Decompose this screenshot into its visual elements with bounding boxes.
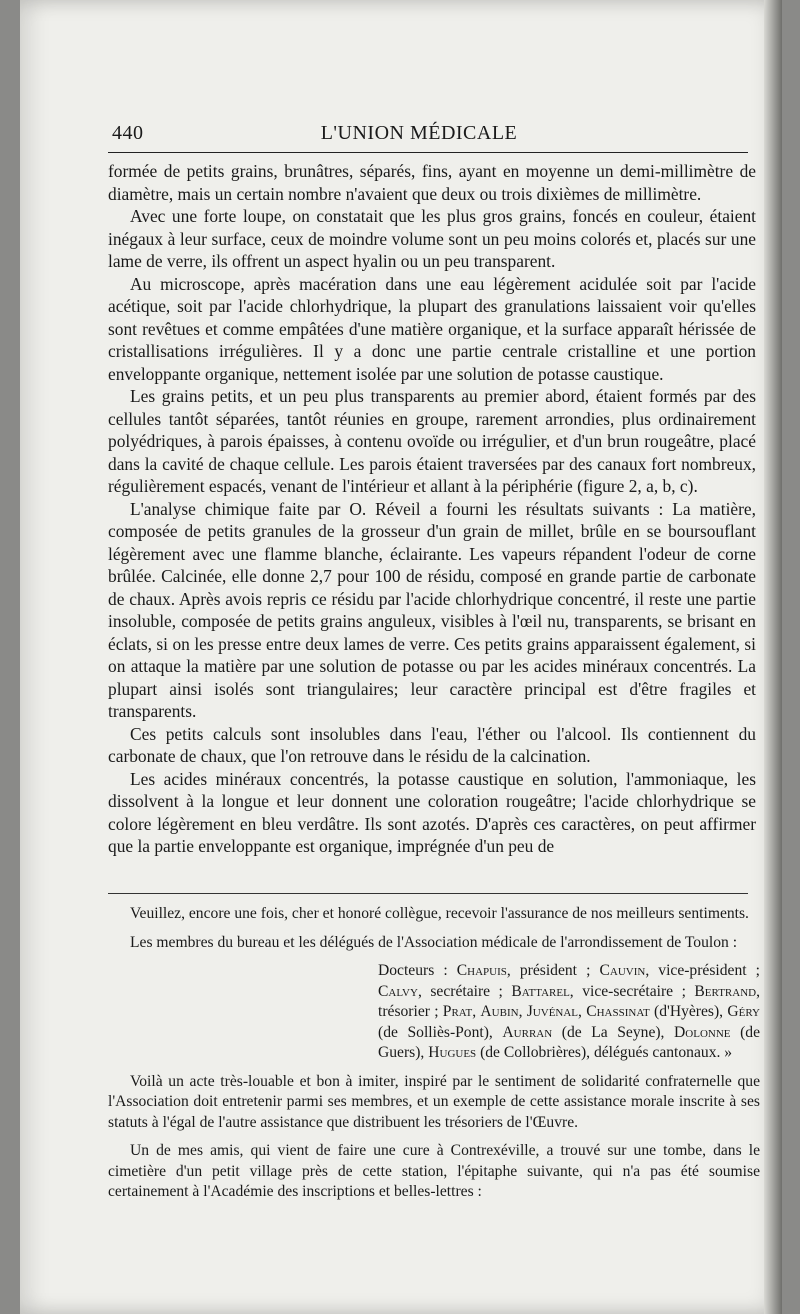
name-juvenal: Juvénal — [526, 1003, 579, 1020]
name-cauvin: Cauvin — [599, 962, 646, 979]
place-text: (de Guers), — [378, 1023, 760, 1061]
name-gery: Géry — [727, 1003, 760, 1020]
members-intro: Les membres du bureau et les délégués de l'Association médicale de l'arrondissement de Toulon : — [130, 933, 738, 951]
name-battarel: Battarel — [511, 982, 570, 1000]
name-aurran: Aurran — [502, 1023, 553, 1041]
name-prat: Prat — [442, 1003, 473, 1020]
role-text: , trésorier ; — [378, 982, 760, 1020]
paragraph: Au microscope, après macération dans une eau légèrement acidulée soit par l'acide acétique, soit par l'acide chlorhydrique, la plupart des granulations laissaient voir qu'elles sont revêtues et comme empâtées d'une matière organique, et la surface apparaît hérissée de cristallisations irrégulières. Il y a donc une partie centrale cristalline et une portion enveloppante organique, nettement isolée par une solution de potasse caustique. — [108, 273, 756, 384]
role-text: , vice-président ; — [645, 962, 760, 979]
acte-paragraph: Voilà un acte très-louable et bon à imiter, inspiré par le sentiment de solidarité confraternelle que l'Association doit entretenir parmi ses membres, et un exemple de cette assistance morale inscrite à ses statuts à l'égal de l'autre assistance que distribuent les trésoriers de l'Œuvre. — [108, 1072, 760, 1131]
paragraph: Ces petits calculs sont insolubles dans l'eau, l'éther ou l'alcool. Ils contiennent du carbonate de chaux, que l'on retrouve dans le résidu de la calcination. — [108, 723, 756, 766]
place-text: (de La Seyne), — [552, 1023, 675, 1041]
place-text: (de Solliès-Pont), — [378, 1023, 503, 1041]
role-text: , secrétaire ; — [417, 982, 512, 1000]
epitaphe-paragraph: Un de mes amis, qui vient de faire une cure à Contrexéville, a trouvé sur une tombe, dans le cimetière d'un petit village près de cette station, l'épitaphe suivante, qui n'a pas été soumise certainement à l'Académie des inscriptions et belles-lettres : — [108, 1142, 760, 1200]
separator: , — [518, 1003, 527, 1020]
separator: , — [578, 1003, 587, 1020]
page-number: 440 — [112, 122, 144, 144]
name-calvy: Calvy — [378, 982, 418, 1000]
name-chapuis: Chapuis — [456, 962, 507, 979]
page-header — [94, 120, 744, 150]
name-hugues: Hugues — [428, 1044, 477, 1061]
running-title: L'UNION MÉDICALE — [320, 122, 518, 144]
paragraph: Les acides minéraux concentrés, la potasse caustique en solution, l'ammoniaque, les dissolvent à la longue et leur donnent une coloration rougeâtre; l'acide chlorhydrique se colore légèrement en bleu verdâtre. Ils sont azotés. D'après ces caractères, on peut affirmer que la partie enveloppante est organique, imprégnée d'un peu de — [108, 768, 756, 856]
name-dolonne: Dolonne — [674, 1023, 731, 1041]
separator: , — [472, 1003, 481, 1020]
paragraph: Les grains petits, et un peu plus transparents au premier abord, étaient formés par des cellules tantôt séparées, tantôt réunies en groupe, rarement arrondies, plus ordinairement polyédriques, à parois épaisses, à contenu ovoïde ou irrégulier, et d'un brun rougeâtre, placé dans la cavité de chaque cellule. Les parois étaient traversées par des canaux fort nombreux, régulièrement espacés, venant de l'intérieur et allant à la périphérie (figure 2, a, b, c). — [108, 386, 756, 496]
place-text: (de Collobrières), délégués cantonaux. » — [476, 1044, 733, 1061]
signatories — [378, 961, 760, 1064]
page-edge-shadow — [764, 0, 782, 1314]
feuilleton-text — [108, 904, 760, 1211]
place-text: (d'Hyères), — [649, 1003, 728, 1020]
paragraph: Avec une forte loupe, on constatait que les plus gros grains, foncés en couleur, étaient inégaux à leur surface, ceux de moindre volume sont un peu moins colorés et, placés sur une lame de verre, ils offrent un aspect hyalin ou un peu transparent. — [108, 206, 756, 271]
name-chassinat: Chassinat — [586, 1003, 650, 1020]
feuilleton-rule — [108, 893, 748, 894]
main-text — [108, 160, 756, 858]
role-text: , président ; — [506, 962, 600, 979]
paragraph: formée de petits grains, brunâtres, séparés, fins, ayant en moyenne un demi-millimètre de diamètre, mais un certain nombre n'avaient que deux ou trois dixièmes de millimètre. — [108, 161, 756, 204]
name-bertrand: Bertrand — [694, 982, 757, 1000]
signatory-label: Docteurs : — [378, 962, 457, 979]
header-rule — [108, 152, 748, 153]
role-text: , vice-secrétaire ; — [569, 982, 695, 1000]
name-aubin: Aubin — [480, 1003, 519, 1020]
closing-paragraph: Veuillez, encore une fois, cher et honoré collègue, recevoir l'assurance de nos meilleurs sentiments. — [130, 905, 749, 922]
paragraph: L'analyse chimique faite par O. Réveil a fourni les résultats suivants : La matière, composée de petits granules de la grosseur d'un grain de millet, brûle en se boursouflant légèrement avec une flamme blanche, éclairante. Les vapeurs répandent l'odeur de corne brûlée. Calcinée, elle donne 2,7 pour 100 de résidu, composé en grande partie de carbonate de chaux. Après avois repris ce résidu par l'acide chlorhydrique concentré, il reste une partie insoluble, composée de petits grains anguleux, visibles à l'œil nu, transparents, se brisant en éclats, si on les presse entre deux lames de verre. Ces petits grains apparaissent également, si on attaque la matière par une solution de potasse ou par les acides minéraux concentrés. La plupart ainsi isolés sont triangulaires; leur caractère principal est d'être fragiles et transparents. — [108, 498, 756, 721]
